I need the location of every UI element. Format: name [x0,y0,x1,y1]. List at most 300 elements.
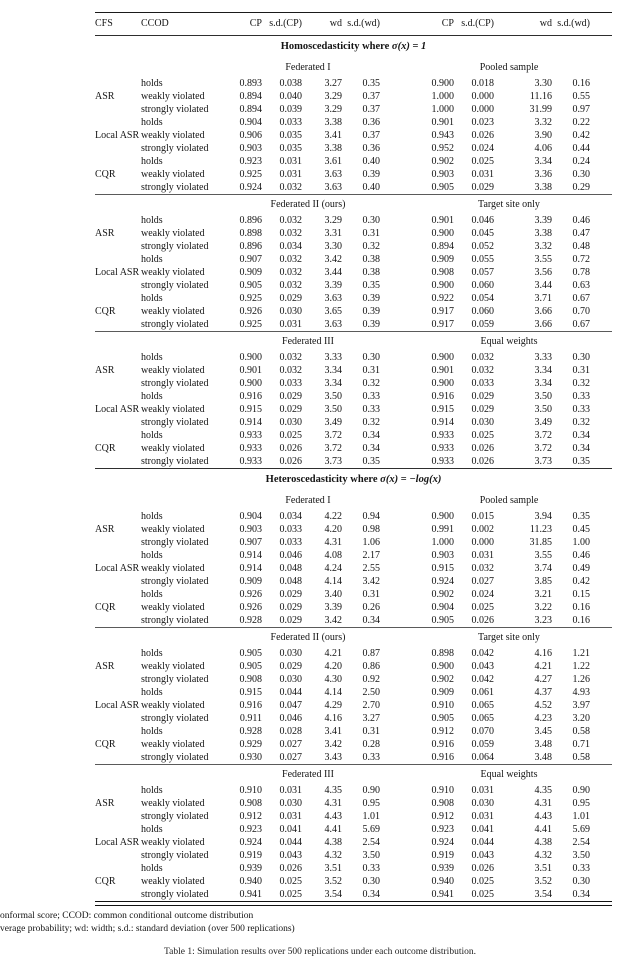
value-cell: 0.070 [471,726,494,737]
value-cell: 4.20 [324,661,342,672]
row-right-pad [590,214,612,227]
cfs-label [95,614,141,627]
value-cell: 0.910 [431,785,454,796]
value-cell: 0.902 [431,589,454,600]
col-header-wd-left: wd [329,18,342,29]
cfs-label [95,686,141,699]
value-cell: 0.898 [431,648,454,659]
value-cell: 0.029 [471,391,494,402]
value-cell: 4.35 [324,785,342,796]
row-group-gap [380,797,428,810]
cfs-label [95,77,141,90]
row-group-gap [380,601,428,614]
cfs-label: CQR [95,739,116,750]
block-header-spacer [95,58,236,77]
value-cell: 1.01 [362,811,380,822]
value-cell: 0.55 [572,91,590,102]
cfs-label: Local ASR [95,267,140,278]
value-cell: 0.39 [362,169,380,180]
value-cell: 3.72 [534,430,552,441]
table-row [95,836,612,849]
value-cell: 0.35 [572,511,590,522]
block-header-spacer [95,628,236,647]
ccod-label: weakly violated [141,169,205,180]
row-group-gap [380,712,428,725]
value-cell: 0.896 [239,215,262,226]
value-cell: 0.92 [362,674,380,685]
cfs-label: ASR [95,661,115,672]
ccod-label: strongly violated [141,319,209,330]
row-right-pad [590,784,612,797]
ccod-label: holds [141,78,163,89]
value-cell: 0.026 [471,456,494,467]
value-cell: 0.32 [572,417,590,428]
row-group-gap [380,836,428,849]
value-cell: 0.903 [431,550,454,561]
value-cell: 0.926 [239,306,262,317]
ccod-label: strongly violated [141,241,209,252]
ccod-label: strongly violated [141,417,209,428]
value-cell: 0.914 [239,417,262,428]
value-cell: 0.026 [279,456,302,467]
value-cell: 3.54 [534,889,552,900]
value-cell: 0.026 [279,443,302,454]
table-row [95,849,612,862]
value-cell: 11.23 [529,524,552,535]
value-cell: 0.930 [239,752,262,763]
block-header-row [95,195,612,214]
value-cell: 0.919 [239,850,262,861]
value-cell: 3.42 [324,254,342,265]
cfs-label: ASR [95,228,115,239]
table-row [95,673,612,686]
results-table [95,12,612,906]
value-cell: 1.00 [572,537,590,548]
value-cell: 0.903 [431,169,454,180]
row-group-gap [380,549,428,562]
value-cell: 0.044 [471,837,494,848]
row-group-gap [380,888,428,901]
value-cell: 3.52 [534,876,552,887]
value-cell: 3.23 [534,615,552,626]
footnote-line: verage probability; wd: width; s.d.: standard deviation (over 500 replications) [0,924,295,934]
ccod-label: holds [141,511,163,522]
value-cell: 0.030 [279,306,302,317]
value-cell: 0.894 [239,91,262,102]
block-header-left: Federated II (ours) [270,199,346,210]
ccod-label: strongly violated [141,713,209,724]
value-cell: 2.54 [572,837,590,848]
table-row [95,442,612,455]
value-cell: 0.933 [431,456,454,467]
value-cell: 3.61 [324,156,342,167]
value-cell: 5.69 [572,824,590,835]
value-cell: 3.39 [324,280,342,291]
value-cell: 0.30 [362,876,380,887]
ccod-label: holds [141,863,163,874]
col-header-cp-left: CP [249,18,262,29]
value-cell: 3.41 [324,130,342,141]
value-cell: 0.926 [239,589,262,600]
table-row [95,116,612,129]
row-right-pad [590,673,612,686]
value-cell: 5.69 [362,824,380,835]
value-cell: 0.90 [362,785,380,796]
value-cell: 0.909 [239,576,262,587]
table-row [95,214,612,227]
value-cell: 0.916 [239,700,262,711]
value-cell: 0.48 [572,241,590,252]
value-cell: 0.94 [362,511,380,522]
row-group-gap [380,536,428,549]
table-row [95,129,612,142]
value-cell: 0.028 [279,726,302,737]
value-cell: 4.29 [324,700,342,711]
value-cell: 0.032 [471,352,494,363]
block-header-right: Equal weights [480,769,538,780]
value-cell: 0.917 [431,319,454,330]
value-cell: 0.904 [239,511,262,522]
value-cell: 0.22 [572,117,590,128]
row-right-pad [590,797,612,810]
value-cell: 3.34 [534,378,552,389]
value-cell: 3.38 [534,182,552,193]
value-cell: 0.894 [431,241,454,252]
value-cell: 0.37 [362,104,380,115]
value-cell: 0.032 [279,254,302,265]
cfs-label [95,181,141,194]
row-right-pad [590,536,612,549]
cfs-label [95,377,141,390]
row-right-pad [590,549,612,562]
value-cell: 0.40 [362,156,380,167]
value-cell: 0.015 [471,511,494,522]
cfs-label: ASR [95,524,115,535]
value-cell: 0.033 [279,537,302,548]
value-cell: 0.055 [471,254,494,265]
section-title-math: σ(x) = 1 [391,41,427,52]
value-cell: 4.32 [534,850,552,861]
value-cell: 0.064 [471,752,494,763]
value-cell: 0.905 [431,182,454,193]
value-cell: 0.16 [572,615,590,626]
value-cell: 0.46 [572,550,590,561]
block-header-right: Pooled sample [479,62,539,73]
table-row [95,784,612,797]
block-header-pad [590,332,612,351]
value-cell: 4.43 [324,811,342,822]
table-row [95,364,612,377]
value-cell: 3.44 [324,267,342,278]
row-group-gap [380,784,428,797]
value-cell: 0.78 [572,267,590,278]
value-cell: 3.41 [324,726,342,737]
row-right-pad [590,253,612,266]
cfs-label [95,103,141,116]
value-cell: 0.95 [362,798,380,809]
value-cell: 0.030 [279,798,302,809]
row-right-pad [590,142,612,155]
table-row [95,77,612,90]
ccod-label: strongly violated [141,182,209,193]
value-cell: 0.37 [362,130,380,141]
value-cell: 0.025 [279,430,302,441]
row-right-pad [590,403,612,416]
value-cell: 0.928 [239,726,262,737]
value-cell: 4.16 [324,713,342,724]
value-cell: 4.14 [324,687,342,698]
value-cell: 3.73 [324,456,342,467]
value-cell: 0.940 [239,876,262,887]
cfs-label: CQR [95,169,116,180]
value-cell: 0.923 [239,156,262,167]
row-group-gap [380,862,428,875]
value-cell: 0.925 [239,319,262,330]
value-cell: 1.000 [431,537,454,548]
value-cell: 0.029 [471,404,494,415]
value-cell: 3.31 [324,228,342,239]
row-right-pad [590,305,612,318]
cfs-label [95,292,141,305]
row-right-pad [590,266,612,279]
row-group-gap [380,351,428,364]
value-cell: 3.50 [362,850,380,861]
value-cell: 4.23 [534,713,552,724]
cfs-label [95,888,141,901]
value-cell: 0.065 [471,713,494,724]
value-cell: 0.042 [471,648,494,659]
value-cell: 0.032 [279,215,302,226]
ccod-label: weakly violated [141,443,205,454]
row-group-gap [380,142,428,155]
value-cell: 0.903 [239,143,262,154]
row-group-gap [380,168,428,181]
value-cell: 0.043 [471,850,494,861]
block-header-pad [590,195,612,214]
value-cell: 0.33 [362,752,380,763]
value-cell: 0.924 [431,837,454,848]
value-cell: 3.73 [534,456,552,467]
section-title [95,469,612,491]
value-cell: 3.74 [534,563,552,574]
value-cell: 0.025 [471,156,494,167]
table-row [95,660,612,673]
ccod-label: weakly violated [141,739,205,750]
value-cell: 3.27 [324,78,342,89]
value-cell: 0.024 [471,143,494,154]
ccod-label: holds [141,589,163,600]
value-cell: 3.72 [324,430,342,441]
row-right-pad [590,279,612,292]
row-group-gap [380,116,428,129]
value-cell: 0.907 [239,254,262,265]
value-cell: 3.38 [324,143,342,154]
value-cell: 0.914 [431,417,454,428]
value-cell: 0.901 [431,215,454,226]
value-cell: 0.45 [572,524,590,535]
value-cell: 3.21 [534,589,552,600]
value-cell: 0.30 [572,169,590,180]
ccod-label: holds [141,430,163,441]
value-cell: 4.21 [534,661,552,672]
ccod-label: weakly violated [141,365,205,376]
ccod-label: holds [141,254,163,265]
value-cell: 0.002 [471,524,494,535]
row-group-gap [380,725,428,738]
table-row [95,875,612,888]
value-cell: 0.36 [362,117,380,128]
table-row [95,862,612,875]
value-cell: 0.42 [572,576,590,587]
table-row [95,455,612,468]
value-cell: 4.20 [324,524,342,535]
ccod-label: weakly violated [141,661,205,672]
value-cell: 0.900 [431,280,454,291]
row-right-pad [590,77,612,90]
table-row [95,810,612,823]
value-cell: 0.924 [239,182,262,193]
value-cell: 0.915 [431,404,454,415]
value-cell: 0.044 [279,837,302,848]
ccod-label: strongly violated [141,537,209,548]
cfs-label [95,142,141,155]
value-cell: 0.048 [279,563,302,574]
row-group-gap [380,240,428,253]
value-cell: 3.50 [534,404,552,415]
ccod-label: strongly violated [141,889,209,900]
value-cell: 0.038 [279,78,302,89]
ccod-label: holds [141,550,163,561]
table-row [95,103,612,116]
table-row [95,888,612,901]
value-cell: 1.21 [572,648,590,659]
value-cell: 0.033 [279,524,302,535]
value-cell: 3.33 [324,352,342,363]
row-group-gap [380,390,428,403]
ccod-label: weakly violated [141,798,205,809]
value-cell: 0.923 [239,824,262,835]
row-group-gap [380,377,428,390]
value-cell: 11.16 [529,91,552,102]
value-cell: 0.36 [362,143,380,154]
value-cell: 0.900 [431,511,454,522]
value-cell: 0.33 [572,404,590,415]
value-cell: 3.34 [324,365,342,376]
value-cell: 0.39 [362,293,380,304]
cfs-label [95,647,141,660]
value-cell: 3.30 [324,241,342,252]
ccod-label: weakly violated [141,700,205,711]
ccod-label: weakly violated [141,404,205,415]
cfs-label [95,549,141,562]
table-row [95,240,612,253]
value-cell: 3.48 [534,752,552,763]
cfs-label [95,253,141,266]
row-group-gap [380,875,428,888]
section-title [95,36,612,58]
value-cell: 0.910 [239,785,262,796]
value-cell: 4.08 [324,550,342,561]
value-cell: 0.34 [362,889,380,900]
value-cell: 4.93 [572,687,590,698]
row-right-pad [590,686,612,699]
ccod-label: weakly violated [141,306,205,317]
block-header-spacer [95,765,236,784]
row-group-gap [380,266,428,279]
value-cell: 3.51 [324,863,342,874]
value-cell: 0.912 [431,811,454,822]
ccod-label: strongly violated [141,143,209,154]
value-cell: 0.893 [239,78,262,89]
value-cell: 4.16 [534,648,552,659]
row-group-gap [380,129,428,142]
value-cell: 0.909 [431,254,454,265]
value-cell: 0.33 [362,863,380,874]
value-cell: 0.025 [279,889,302,900]
value-cell: 0.900 [239,378,262,389]
value-cell: 0.040 [279,91,302,102]
value-cell: 0.046 [471,215,494,226]
ccod-label: weakly violated [141,130,205,141]
row-group-gap [380,575,428,588]
value-cell: 0.065 [471,700,494,711]
value-cell: 0.000 [471,537,494,548]
value-cell: 0.898 [239,228,262,239]
value-cell: 3.32 [534,117,552,128]
value-cell: 0.035 [279,130,302,141]
value-cell: 0.033 [279,378,302,389]
table-row [95,588,612,601]
value-cell: 0.16 [572,602,590,613]
value-cell: 3.50 [324,391,342,402]
value-cell: 0.34 [572,889,590,900]
table-row [95,305,612,318]
row-group-gap [380,823,428,836]
table-row [95,168,612,181]
table-row [95,797,612,810]
cfs-label: Local ASR [95,837,140,848]
value-cell: 0.044 [279,687,302,698]
value-cell: 3.72 [324,443,342,454]
row-group-gap [380,614,428,627]
value-cell: 0.901 [431,365,454,376]
value-cell: 4.43 [534,811,552,822]
block-header-row [95,332,612,351]
value-cell: 0.925 [239,169,262,180]
value-cell: 0.026 [471,443,494,454]
table-row [95,142,612,155]
value-cell: 0.029 [279,293,302,304]
value-cell: 0.048 [279,576,302,587]
block-header-spacer [95,491,236,510]
block-header-right: Equal weights [480,336,538,347]
value-cell: 1.26 [572,674,590,685]
table-row [95,227,612,240]
value-cell: 1.000 [431,91,454,102]
value-cell: 0.901 [431,117,454,128]
value-cell: 3.50 [534,391,552,402]
value-cell: 0.908 [239,674,262,685]
value-cell: 3.97 [572,700,590,711]
value-cell: 0.061 [471,687,494,698]
cfs-label [95,849,141,862]
table-row [95,292,612,305]
ccod-label: strongly violated [141,615,209,626]
value-cell: 0.32 [572,378,590,389]
table-row [95,725,612,738]
ccod-label: strongly violated [141,456,209,467]
value-cell: 0.929 [239,739,262,750]
